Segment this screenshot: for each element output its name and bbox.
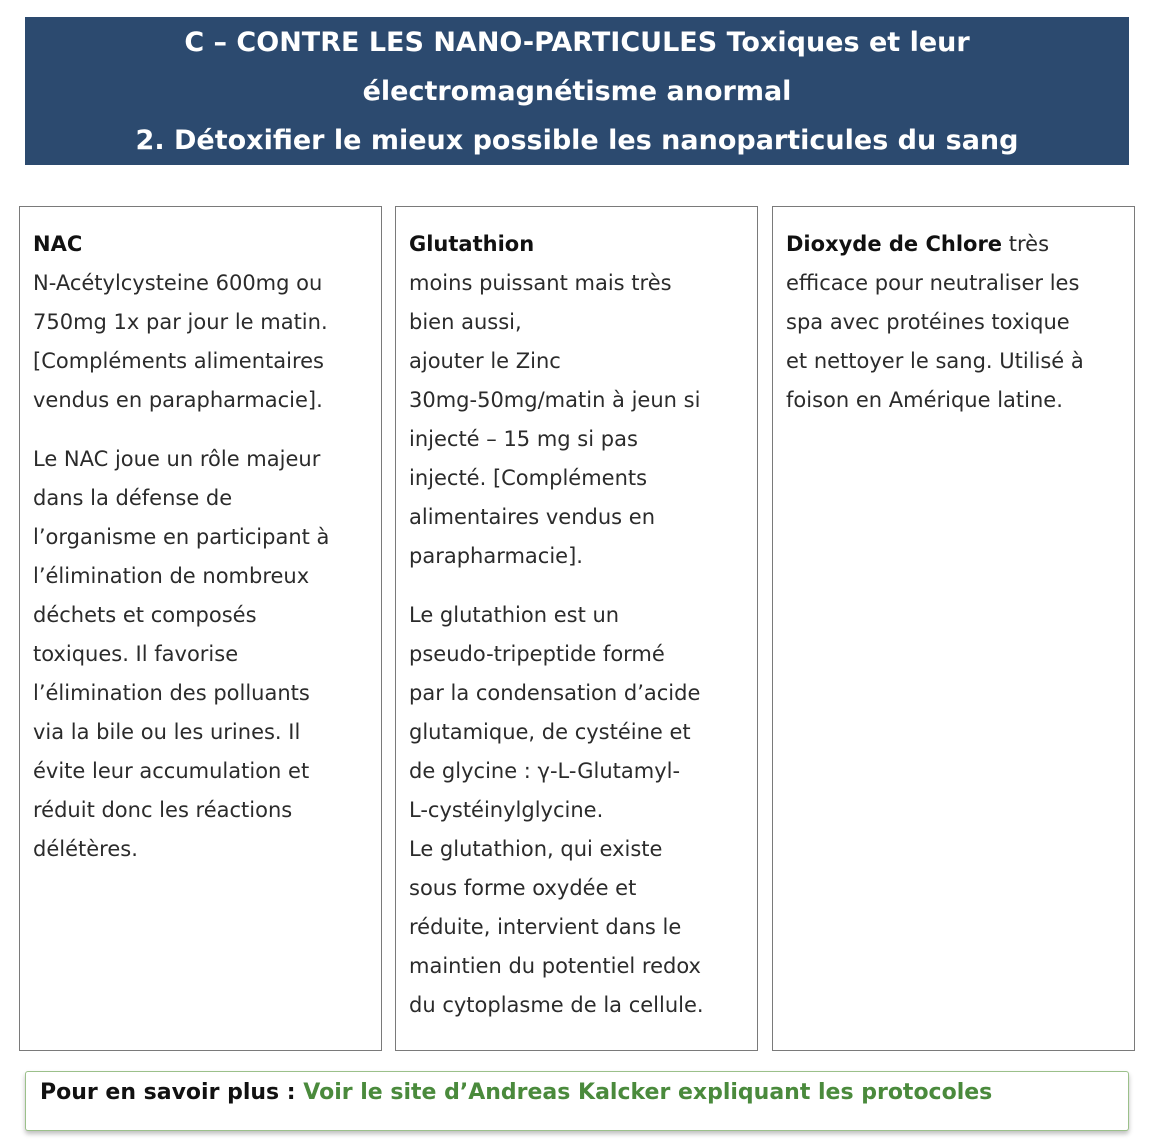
text-line: efficace pour neutraliser les — [786, 271, 1080, 295]
text-line: via la bile ou les urines. Il — [33, 720, 301, 744]
text-line: de glycine : γ-L-Glutamyl- — [409, 759, 681, 783]
text-line: [Compléments alimentaires — [33, 349, 324, 373]
text-line: vendus en parapharmacie]. — [33, 388, 323, 412]
text-line: du cytoplasme de la cellule. — [409, 993, 704, 1017]
page-header — [25, 17, 1129, 165]
text-line — [786, 225, 1122, 264]
text-line: Le NAC joue un rôle majeur — [33, 447, 321, 471]
more-info-label: Pour en savoir plus : — [40, 1080, 304, 1105]
card-dioxyde-de-chlore — [772, 206, 1135, 1051]
text-line: toxiques. Il favorise — [33, 642, 239, 666]
andreas-kalcker-link[interactable]: Voir le site d’Andreas Kalcker expliquant les protocoles — [303, 1080, 993, 1105]
card-nac-intro — [33, 225, 369, 420]
card-nac-title: NAC — [33, 232, 83, 256]
text-line: l’organisme en participant à — [33, 525, 330, 549]
card-dioxyde-title: Dioxyde de Chlore — [786, 232, 1003, 256]
text-line: dans la défense de — [33, 486, 233, 510]
text-line: bien aussi, — [409, 310, 522, 334]
text-line: l’élimination des polluants — [33, 681, 310, 705]
text-line: Le glutathion est un — [409, 603, 620, 627]
text-line: par la condensation d’acide — [409, 681, 701, 705]
text-line: l’élimination de nombreux — [33, 564, 310, 588]
card-nac — [19, 206, 382, 1051]
text-line: alimentaires vendus en — [409, 505, 656, 529]
card-glutathion-description — [409, 596, 745, 1025]
text-line: maintien du potentiel redox — [409, 954, 701, 978]
text-line: L-cystéinylglycine. — [409, 798, 604, 822]
text-line: pseudo-tripeptide formé — [409, 642, 665, 666]
header-title-line-2: électromagnétisme anormal — [362, 76, 792, 107]
text-line: sous forme oxydée et — [409, 876, 637, 900]
card-glutathion-title: Glutathion — [409, 232, 535, 256]
text-line: injecté – 15 mg si pas — [409, 427, 638, 451]
text-line: spa avec protéines toxique — [786, 310, 1070, 334]
title-tail: très — [1002, 232, 1050, 256]
text-line: glutamique, de cystéine et — [409, 720, 691, 744]
text-line: déchets et composés — [33, 603, 257, 627]
text-line: 750mg 1x par jour le matin. — [33, 310, 328, 334]
text-line: évite leur accumulation et — [33, 759, 310, 783]
header-title-line-1: C – CONTRE LES NANO-PARTICULES Toxiques et leur — [184, 27, 970, 58]
text-line: injecté. [Compléments — [409, 466, 648, 490]
text-line: réduite, intervient dans le — [409, 915, 682, 939]
card-nac-description — [33, 440, 369, 869]
text-line: foison en Amérique latine. — [786, 388, 1063, 412]
text-line: N-Acétylcysteine 600mg ou — [33, 271, 323, 295]
text-line: parapharmacie]. — [409, 544, 583, 568]
text-line: et nettoyer le sang. Utilisé à — [786, 349, 1084, 373]
text-line: délétères. — [33, 837, 138, 861]
text-line: moins puissant mais très — [409, 271, 672, 295]
text-line: Le glutathion, qui existe — [409, 837, 663, 861]
card-glutathion-intro — [409, 225, 745, 576]
text-line: 30mg-50mg/matin à jeun si — [409, 388, 701, 412]
card-dioxyde-intro — [786, 225, 1122, 420]
text-line: ajouter le Zinc — [409, 349, 561, 373]
header-subtitle: 2. Détoxifier le mieux possible les nanoparticules du sang — [135, 125, 1019, 156]
more-info-box — [25, 1071, 1129, 1131]
card-glutathion — [395, 206, 758, 1051]
text-line: réduit donc les réactions — [33, 798, 293, 822]
